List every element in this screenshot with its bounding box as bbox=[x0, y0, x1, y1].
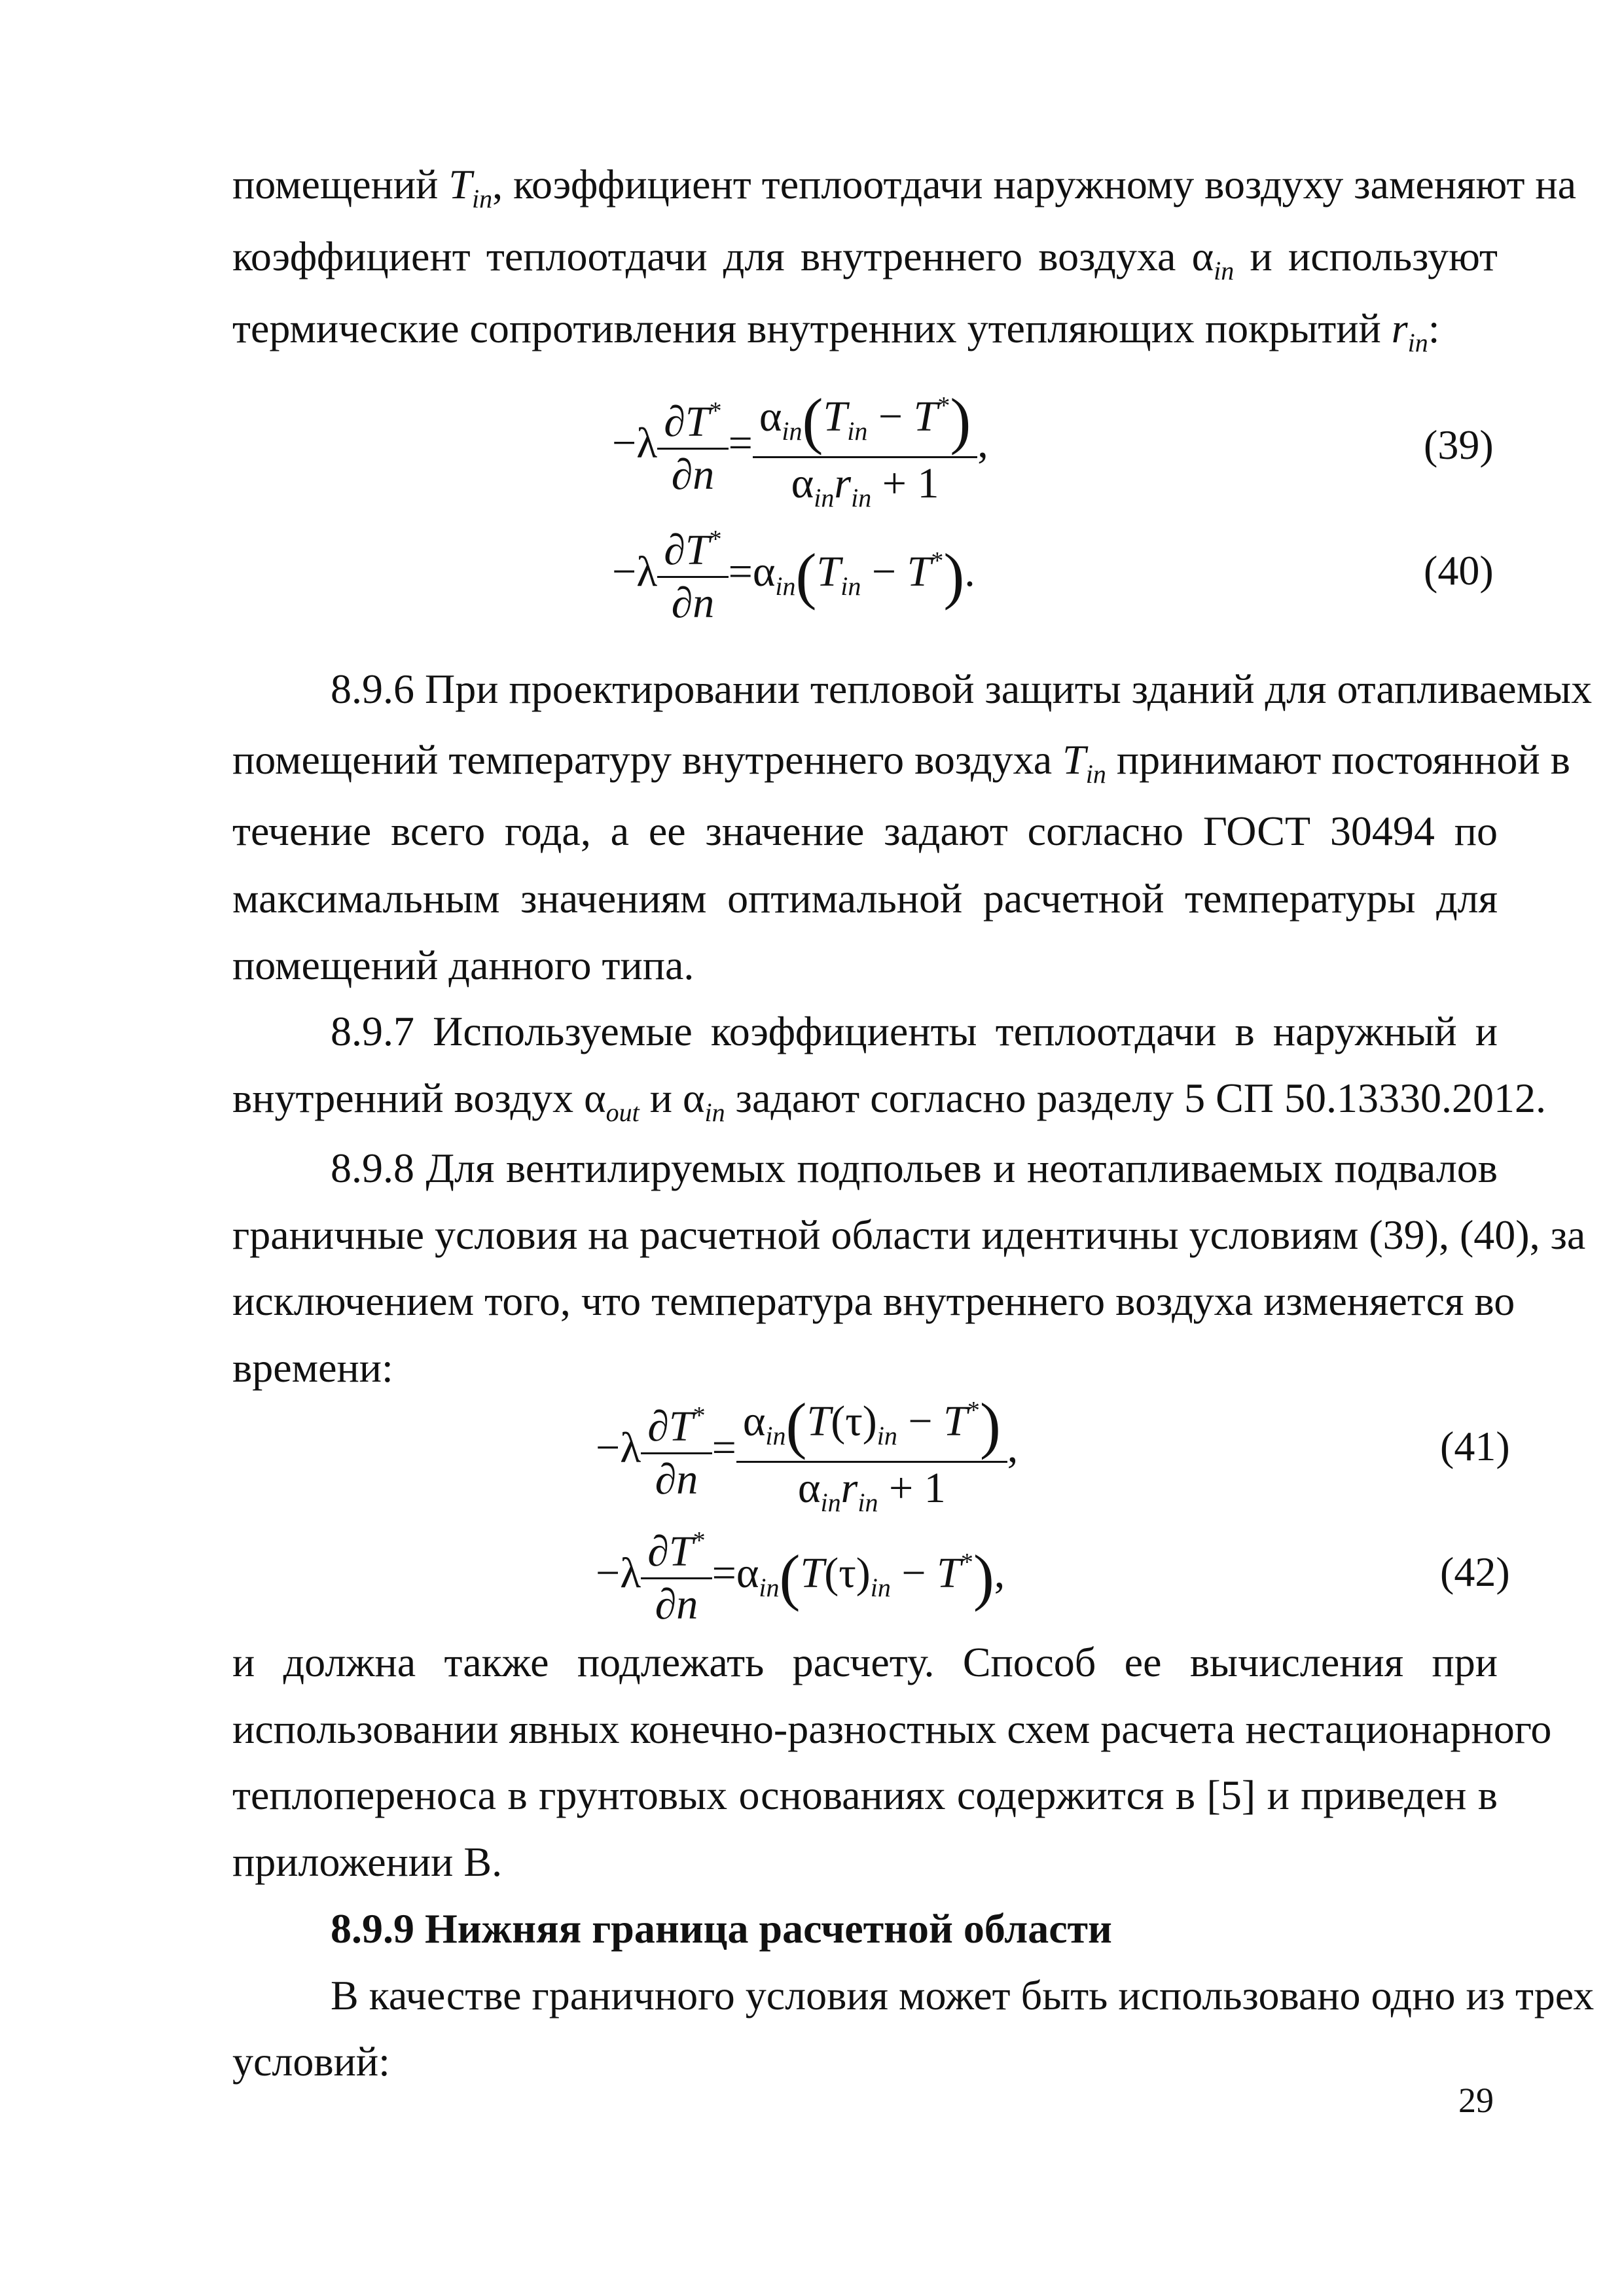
s896-line-5: помещений данного типа. bbox=[232, 942, 695, 988]
s898-line-3: исключением того, что температура внутреннего воздуха изменяется во bbox=[232, 1278, 1515, 1324]
s896-line-4: максимальным значениям оптимальной расчетной температуры для bbox=[232, 875, 1498, 922]
after-eq-line-4: приложении В. bbox=[232, 1839, 503, 1885]
after-eq-line-1: и должна также подлежать расчету. Способ ее вычисления при bbox=[232, 1639, 1498, 1685]
intro-line-1: помещений $T_{in}$, коэффициент теплоотдачи наружному воздуху заменяют на bbox=[232, 161, 1577, 213]
s899-line-2: условий: bbox=[232, 2038, 390, 2085]
equation-42: −λ $\frac{\partial T^*}{\partial n}$ $=\alpha_{in}(T(\tau)_{in} - T^*)$, bbox=[596, 1527, 1005, 1628]
heading-8-9-9: 8.9.9 Нижняя граница расчетной области bbox=[331, 1905, 1112, 1952]
page-number: 29 bbox=[1458, 2081, 1494, 2120]
after-eq-line-2: использовании явных конечно-разностных схем расчета нестационарного bbox=[232, 1706, 1552, 1752]
equation-41-number: (41) bbox=[1440, 1423, 1510, 1469]
s897-line-2: внутренний воздух $\alpha_{out}$ и $\alpha_{in}$ задают согласно разделу 5 СП 50.13330.2012. bbox=[232, 1075, 1546, 1127]
equation-40: −λ $\frac{\partial T^*}{\partial n}$ $=\alpha_{in}(T_{in} - T^*)$. bbox=[612, 526, 975, 627]
s896-line-1: 8.9.6 При проектировании тепловой защиты зданий для отапливаемых bbox=[331, 666, 1593, 712]
s896-line-3: течение всего года, а ее значение задают согласно ГОСТ 30494 по bbox=[232, 808, 1498, 854]
s896-line-2: помещений температуру внутреннего воздуха $T_{in}$ принимают постоянной в bbox=[232, 736, 1570, 789]
intro-line-3: термические сопротивления внутренних утепляющих покрытий $r_{in}$: bbox=[232, 305, 1440, 357]
s898-line-1: 8.9.8 Для вентилируемых подпольев и неотапливаемых подвалов bbox=[331, 1145, 1498, 1191]
equation-39-number: (39) bbox=[1424, 422, 1494, 468]
s898-line-4: времени: bbox=[232, 1344, 393, 1391]
s897-line-1: 8.9.7 Используемые коэффициенты теплоотдачи в наружный и bbox=[331, 1008, 1498, 1054]
s898-line-2: граничные условия на расчетной области идентичны условиям (39), (40), за bbox=[232, 1211, 1586, 1258]
intro-line-2: коэффициент теплоотдачи для внутреннего воздуха $\alpha_{in}$ и используют bbox=[232, 233, 1498, 285]
s899-line-1: В качестве граничного условия может быть использовано одно из трех bbox=[331, 1972, 1595, 2018]
after-eq-line-3: теплопереноса в грунтовых основаниях содержится в [5] и приведен в bbox=[232, 1772, 1498, 1818]
equation-41: −λ $\frac{\partial T^*}{\partial n}$ = $\frac{\alpha_{in}(T(\tau)_{in} - T^*)}{\alpha_{in}r_{in} + 1}$ , bbox=[596, 1390, 1019, 1517]
equation-40-number: (40) bbox=[1424, 547, 1494, 594]
equation-39: −λ $\frac{\partial T^*}{\partial n}$ = $\frac{\alpha_{in}(T_{in} - T^*)}{\alpha_{in}r_{in} + 1}$ , bbox=[612, 386, 988, 512]
equation-42-number: (42) bbox=[1440, 1549, 1510, 1595]
